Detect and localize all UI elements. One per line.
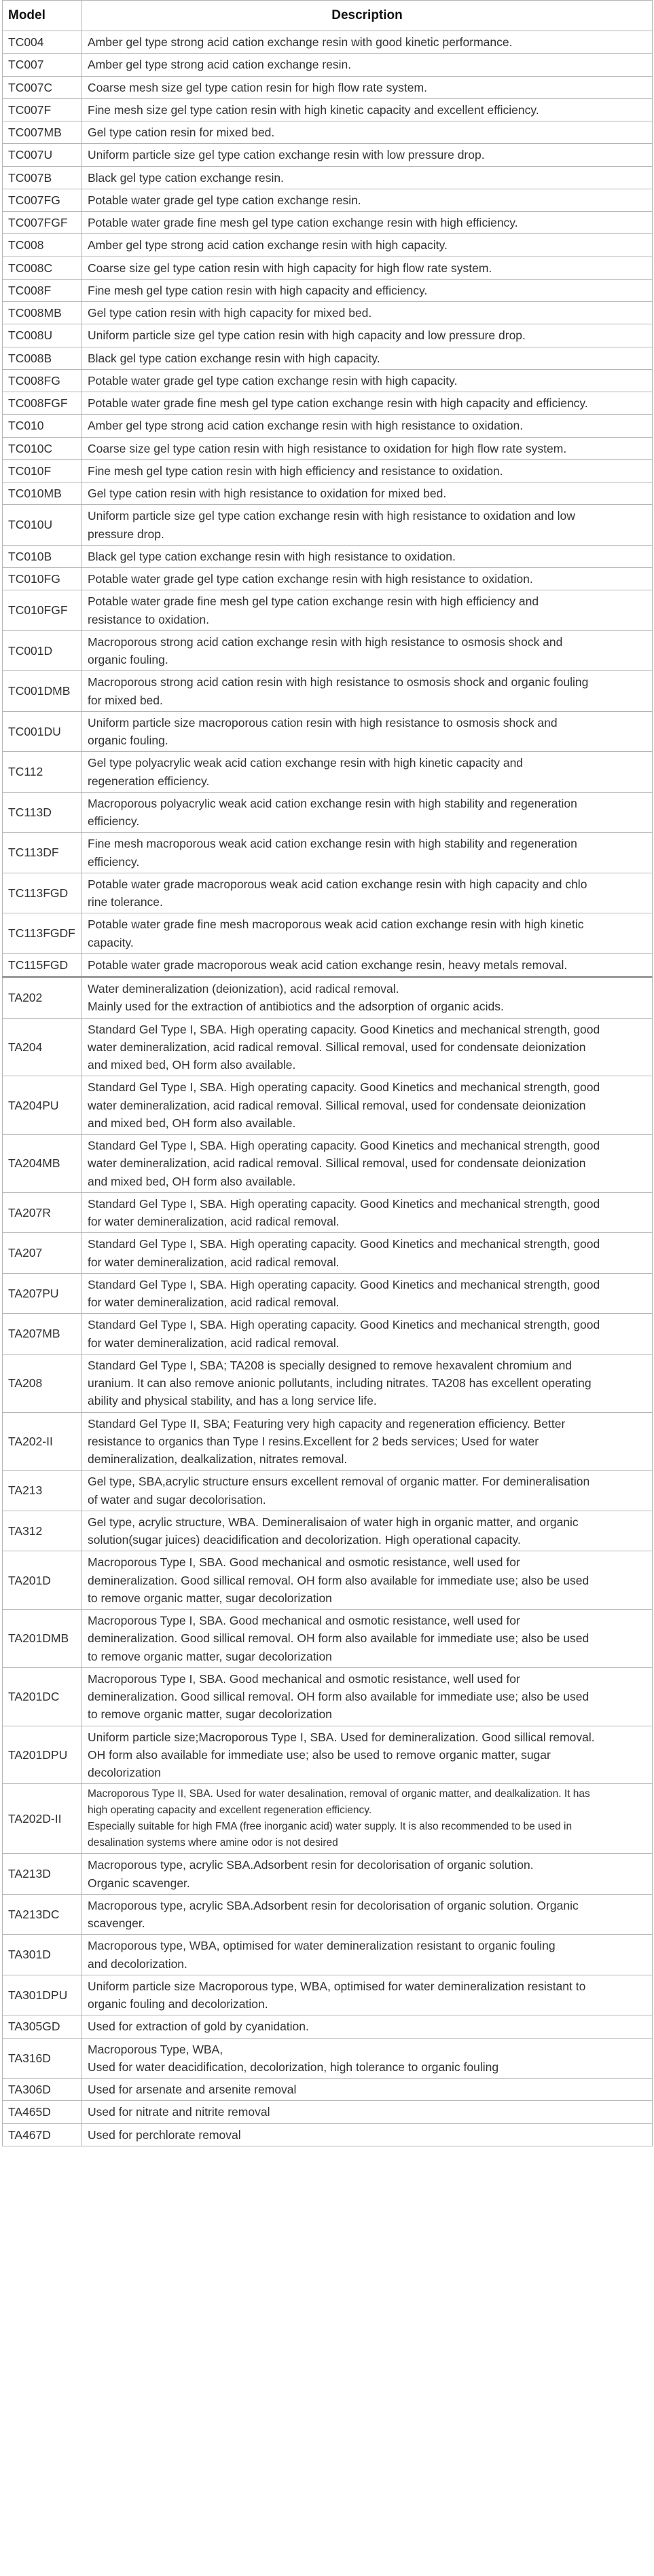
table-row xyxy=(3,2038,653,2079)
table-row xyxy=(3,505,653,546)
table-row xyxy=(3,392,653,415)
model-cell: TA316D xyxy=(3,2038,82,2079)
model-cell: TC115FGD xyxy=(3,953,82,977)
table-row xyxy=(3,234,653,257)
table-row xyxy=(3,212,653,234)
table-row xyxy=(3,792,653,833)
model-cell: TA208 xyxy=(3,1354,82,1412)
description-cell: Amber gel type strong acid cation exchange resin with high resistance to oxidation. xyxy=(82,415,653,437)
model-cell: TC112 xyxy=(3,752,82,793)
description-cell: Macroporous Type, WBA, Used for water deacidification, decolorization, high tolerance to organic fouling xyxy=(82,2038,653,2079)
table-row xyxy=(3,545,653,567)
model-cell: TC004 xyxy=(3,31,82,54)
model-cell: TC007B xyxy=(3,166,82,189)
description-cell: Fine mesh gel type cation resin with high capacity and efficiency. xyxy=(82,279,653,301)
table-body xyxy=(3,31,653,2146)
model-cell: TA201D xyxy=(3,1551,82,1610)
description-cell: Macroporous polyacrylic weak acid cation exchange resin with high stability and regeneration efficiency. xyxy=(82,792,653,833)
description-cell: Gel type, SBA,acrylic structure ensurs excellent removal of organic matter. For demineralisation of water and sugar decolorisation. xyxy=(82,1471,653,1511)
model-cell: TA467D xyxy=(3,2123,82,2146)
model-cell: TA201DPU xyxy=(3,1726,82,1784)
table-row xyxy=(3,437,653,459)
model-cell: TA301D xyxy=(3,1935,82,1975)
table-row xyxy=(3,1894,653,1935)
model-cell: TC007MB xyxy=(3,121,82,144)
table-row xyxy=(3,873,653,913)
table-row xyxy=(3,1018,653,1076)
model-cell: TA201DMB xyxy=(3,1610,82,1668)
table-row xyxy=(3,144,653,166)
model-cell: TA207R xyxy=(3,1192,82,1233)
description-cell: Uniform particle size gel type cation exchange resin with high resistance to oxidation and low pressure drop. xyxy=(82,505,653,546)
table-row xyxy=(3,1726,653,1784)
model-cell: TC010U xyxy=(3,505,82,546)
description-cell: Used for extraction of gold by cyanidation. xyxy=(82,2015,653,2038)
description-cell: Potable water grade macroporous weak acid cation exchange resin, heavy metals removal. xyxy=(82,953,653,977)
model-cell: TC010FGF xyxy=(3,590,82,631)
model-cell: TA207 xyxy=(3,1233,82,1274)
description-cell: Uniform particle size gel type cation resin with high capacity and low pressure drop. xyxy=(82,324,653,347)
description-cell: Standard Gel Type I, SBA. High operating capacity. Good Kinetics and mechanical strength, good for water demineralization, acid radical removal. xyxy=(82,1233,653,1274)
table-row xyxy=(3,1273,653,1314)
model-cell: TA202 xyxy=(3,977,82,1019)
model-cell: TC008U xyxy=(3,324,82,347)
table-row xyxy=(3,590,653,631)
table-row xyxy=(3,977,653,1019)
description-cell: Potable water grade gel type cation exchange resin. xyxy=(82,189,653,211)
description-cell: Macroporous Type I, SBA. Good mechanical and osmotic resistance, well used for demineralization. Good sillical removal. OH form also available for immediate use; also be used to remove organic matter, sugar decolorization xyxy=(82,1667,653,1726)
description-cell: Fine mesh macroporous weak acid cation exchange resin with high stability and regeneration efficiency. xyxy=(82,833,653,873)
description-cell: Standard Gel Type I, SBA. High operating capacity. Good Kinetics and mechanical strength, good for water demineralization, acid radical removal. xyxy=(82,1314,653,1355)
model-cell: TC008F xyxy=(3,279,82,301)
table-row xyxy=(3,833,653,873)
model-cell: TA312 xyxy=(3,1511,82,1551)
description-cell: Coarse size gel type cation resin with high capacity for high flow rate system. xyxy=(82,257,653,279)
model-cell: TA201DC xyxy=(3,1667,82,1726)
description-cell: Black gel type cation exchange resin. xyxy=(82,166,653,189)
model-cell: TC007U xyxy=(3,144,82,166)
table-row xyxy=(3,279,653,301)
table-header-row xyxy=(3,1,653,31)
model-cell: TC113FGDF xyxy=(3,913,82,954)
model-cell: TC113D xyxy=(3,792,82,833)
description-cell: Fine mesh size gel type cation resin with high kinetic capacity and excellent efficiency. xyxy=(82,98,653,121)
description-cell: Macroporous type, WBA, optimised for water demineralization resistant to organic fouling and decolorization. xyxy=(82,1935,653,1975)
description-cell: Uniform particle size macroporous cation resin with high resistance to osmosis shock and organic fouling. xyxy=(82,711,653,752)
description-cell: Uniform particle size Macroporous type, WBA, optimised for water demineralization resistant to organic fouling and decolorization. xyxy=(82,1975,653,2015)
model-cell: TA204 xyxy=(3,1018,82,1076)
description-cell: Amber gel type strong acid cation exchange resin with high capacity. xyxy=(82,234,653,257)
description-cell: Macroporous Type I, SBA. Good mechanical and osmotic resistance, well used for demineralization. Good sillical removal. OH form also available for immediate use; also be used to remove organic matter, sugar decolorization xyxy=(82,1551,653,1610)
model-cell: TA204PU xyxy=(3,1076,82,1135)
description-cell: Black gel type cation exchange resin with high capacity. xyxy=(82,347,653,369)
description-cell: Standard Gel Type I, SBA; TA208 is specially designed to remove hexavalent chromium and uranium. It can also remove anionic pollutants, including nitrates. TA208 has excellent operating ability and physical stability, and has a long service life. xyxy=(82,1354,653,1412)
model-cell: TA207MB xyxy=(3,1314,82,1355)
description-cell: Standard Gel Type I, SBA. High operating capacity. Good Kinetics and mechanical strength, good water demineralization, acid radical removal. Sillical removal, used for condensate deionization and mixed bed, OH form also available. xyxy=(82,1135,653,1193)
model-cell: TC001D xyxy=(3,630,82,671)
model-cell: TA204MB xyxy=(3,1135,82,1193)
description-cell: Standard Gel Type II, SBA; Featuring very high capacity and regeneration efficiency. Better resistance to organics than Type I resins.Excellent for 2 beds services; Used for water demineralization, dealkalization, nitrates removal. xyxy=(82,1412,653,1471)
model-cell: TC010MB xyxy=(3,482,82,505)
model-cell: TA465D xyxy=(3,2101,82,2123)
table-row xyxy=(3,568,653,590)
table-row xyxy=(3,302,653,324)
model-cell: TC007FG xyxy=(3,189,82,211)
table-row xyxy=(3,2015,653,2038)
model-cell: TC010FG xyxy=(3,568,82,590)
resin-model-document xyxy=(2,0,652,2146)
model-cell: TC113FGD xyxy=(3,873,82,913)
table-row xyxy=(3,459,653,482)
table-row xyxy=(3,76,653,98)
model-column-header: Model xyxy=(3,1,82,31)
description-cell: Gel type cation resin with high resistance to oxidation for mixed bed. xyxy=(82,482,653,505)
description-cell: Macroporous strong acid cation resin with high resistance to osmosis shock and organic fouling for mixed bed. xyxy=(82,671,653,712)
table-row xyxy=(3,671,653,712)
model-cell: TC010F xyxy=(3,459,82,482)
description-cell: Potable water grade fine mesh gel type cation exchange resin with high efficiency and resistance to oxidation. xyxy=(82,590,653,631)
description-cell: Used for nitrate and nitrite removal xyxy=(82,2101,653,2123)
model-cell: TC008C xyxy=(3,257,82,279)
description-cell: Used for arsenate and arsenite removal xyxy=(82,2079,653,2101)
description-cell: Coarse size gel type cation resin with high resistance to oxidation for high flow rate system. xyxy=(82,437,653,459)
table-row xyxy=(3,121,653,144)
model-cell: TC008B xyxy=(3,347,82,369)
model-cell: TC007F xyxy=(3,98,82,121)
resin-model-table xyxy=(2,0,653,2146)
model-cell: TC008FGF xyxy=(3,392,82,415)
table-row xyxy=(3,711,653,752)
table-row xyxy=(3,257,653,279)
description-cell: Uniform particle size gel type cation exchange resin with low pressure drop. xyxy=(82,144,653,166)
model-cell: TA306D xyxy=(3,2079,82,2101)
table-row xyxy=(3,1354,653,1412)
table-row xyxy=(3,1471,653,1511)
model-cell: TC010B xyxy=(3,545,82,567)
table-row xyxy=(3,1135,653,1193)
table-row xyxy=(3,415,653,437)
description-cell: Water demineralization (deionization), acid radical removal. Mainly used for the extraction of antibiotics and the adsorption of organic acids. xyxy=(82,977,653,1019)
description-cell: Coarse mesh size gel type cation resin for high flow rate system. xyxy=(82,76,653,98)
description-cell: Macroporous strong acid cation exchange resin with high resistance to osmosis shock and organic fouling. xyxy=(82,630,653,671)
model-cell: TC008FG xyxy=(3,369,82,392)
description-cell: Gel type, acrylic structure, WBA. Demineralisaion of water high in organic matter, and organic solution(sugar juices) deacidification and decolorization. High operational capacity. xyxy=(82,1511,653,1551)
table-row xyxy=(3,347,653,369)
table-row xyxy=(3,2101,653,2123)
description-cell: Macroporous type, acrylic SBA.Adsorbent resin for decolorisation of organic solution. Organic scavenger. xyxy=(82,1894,653,1935)
description-cell: Uniform particle size;Macroporous Type I, SBA. Used for demineralization. Good sillical removal. OH form also available for immediate use; also be used to remove organic matter, sugar decolorization xyxy=(82,1726,653,1784)
description-cell: Potable water grade gel type cation exchange resin with high capacity. xyxy=(82,369,653,392)
table-row xyxy=(3,1192,653,1233)
description-cell: Black gel type cation exchange resin with high resistance to oxidation. xyxy=(82,545,653,567)
model-cell: TA202-II xyxy=(3,1412,82,1471)
description-cell: Standard Gel Type I, SBA. High operating capacity. Good Kinetics and mechanical strength, good water demineralization, acid radical removal. Sillical removal, used for condensate deionization and mixed bed, OH form also available. xyxy=(82,1076,653,1135)
table-row xyxy=(3,752,653,793)
table-row xyxy=(3,913,653,954)
description-cell: Fine mesh gel type cation resin with high efficiency and resistance to oxidation. xyxy=(82,459,653,482)
model-cell: TA213D xyxy=(3,1854,82,1895)
table-row xyxy=(3,1935,653,1975)
model-cell: TC008 xyxy=(3,234,82,257)
description-cell: Amber gel type strong acid cation exchange resin. xyxy=(82,54,653,76)
description-cell: Used for perchlorate removal xyxy=(82,2123,653,2146)
description-cell: Gel type polyacrylic weak acid cation exchange resin with high kinetic capacity and regeneration efficiency. xyxy=(82,752,653,793)
model-cell: TC113DF xyxy=(3,833,82,873)
model-cell: TA213 xyxy=(3,1471,82,1511)
table-row xyxy=(3,1412,653,1471)
model-cell: TC010C xyxy=(3,437,82,459)
table-row xyxy=(3,54,653,76)
model-cell: TA301DPU xyxy=(3,1975,82,2015)
description-cell: Macroporous type, acrylic SBA.Adsorbent resin for decolorisation of organic solution. Organic scavenger. xyxy=(82,1854,653,1895)
table-row xyxy=(3,324,653,347)
table-row xyxy=(3,1076,653,1135)
description-cell: Standard Gel Type I, SBA. High operating capacity. Good Kinetics and mechanical strength, good water demineralization, acid radical removal. Sillical removal, used for condensate deionization and mixed bed, OH form also available. xyxy=(82,1018,653,1076)
model-cell: TC001DU xyxy=(3,711,82,752)
table-row xyxy=(3,1854,653,1895)
table-row xyxy=(3,1975,653,2015)
table-row xyxy=(3,1314,653,1355)
description-cell: Potable water grade gel type cation exchange resin with high resistance to oxidation. xyxy=(82,568,653,590)
model-cell: TC008MB xyxy=(3,302,82,324)
table-row xyxy=(3,2123,653,2146)
table-row xyxy=(3,482,653,505)
description-cell: Potable water grade fine mesh gel type cation exchange resin with high efficiency. xyxy=(82,212,653,234)
model-cell: TA213DC xyxy=(3,1894,82,1935)
model-cell: TC010 xyxy=(3,415,82,437)
model-cell: TA202D-II xyxy=(3,1784,82,1854)
table-row xyxy=(3,630,653,671)
model-cell: TC007 xyxy=(3,54,82,76)
description-cell: Potable water grade macroporous weak acid cation exchange resin with high capacity and chlo rine tolerance. xyxy=(82,873,653,913)
description-cell: Standard Gel Type I, SBA. High operating capacity. Good Kinetics and mechanical strength, good for water demineralization, acid radical removal. xyxy=(82,1273,653,1314)
table-row xyxy=(3,1784,653,1854)
table-row xyxy=(3,31,653,54)
description-cell: Potable water grade fine mesh gel type cation exchange resin with high capacity and efficiency. xyxy=(82,392,653,415)
model-cell: TC001DMB xyxy=(3,671,82,712)
table-row xyxy=(3,1667,653,1726)
table-row xyxy=(3,1233,653,1274)
description-cell: Macroporous Type I, SBA. Good mechanical and osmotic resistance, well used for demineralization. Good sillical removal. OH form also available for immediate use; also be used to remove organic matter, sugar decolorization xyxy=(82,1610,653,1668)
table-row xyxy=(3,1610,653,1668)
description-cell: Macroporous Type II, SBA. Used for water desalination, removal of organic matter, and dealkalization. It has high operating capacity and excellent regeneration efficiency. Especially suitable for high FMA (free inorganic acid) water supply. It is also recommended to be used in desalination systems where amine odor is not desired xyxy=(82,1784,653,1854)
table-row xyxy=(3,98,653,121)
model-cell: TC007C xyxy=(3,76,82,98)
model-cell: TC007FGF xyxy=(3,212,82,234)
table-row xyxy=(3,2079,653,2101)
table-row xyxy=(3,369,653,392)
model-cell: TA305GD xyxy=(3,2015,82,2038)
table-row xyxy=(3,1551,653,1610)
description-cell: Gel type cation resin for mixed bed. xyxy=(82,121,653,144)
description-cell: Standard Gel Type I, SBA. High operating capacity. Good Kinetics and mechanical strength, good for water demineralization, acid radical removal. xyxy=(82,1192,653,1233)
description-cell: Potable water grade fine mesh macroporous weak acid cation exchange resin with high kinetic capacity. xyxy=(82,913,653,954)
description-cell: Amber gel type strong acid cation exchange resin with good kinetic performance. xyxy=(82,31,653,54)
description-column-header: Description xyxy=(82,1,653,31)
model-cell: TA207PU xyxy=(3,1273,82,1314)
table-row xyxy=(3,1511,653,1551)
table-row xyxy=(3,953,653,977)
description-cell: Gel type cation resin with high capacity for mixed bed. xyxy=(82,302,653,324)
table-row xyxy=(3,189,653,211)
table-row xyxy=(3,166,653,189)
